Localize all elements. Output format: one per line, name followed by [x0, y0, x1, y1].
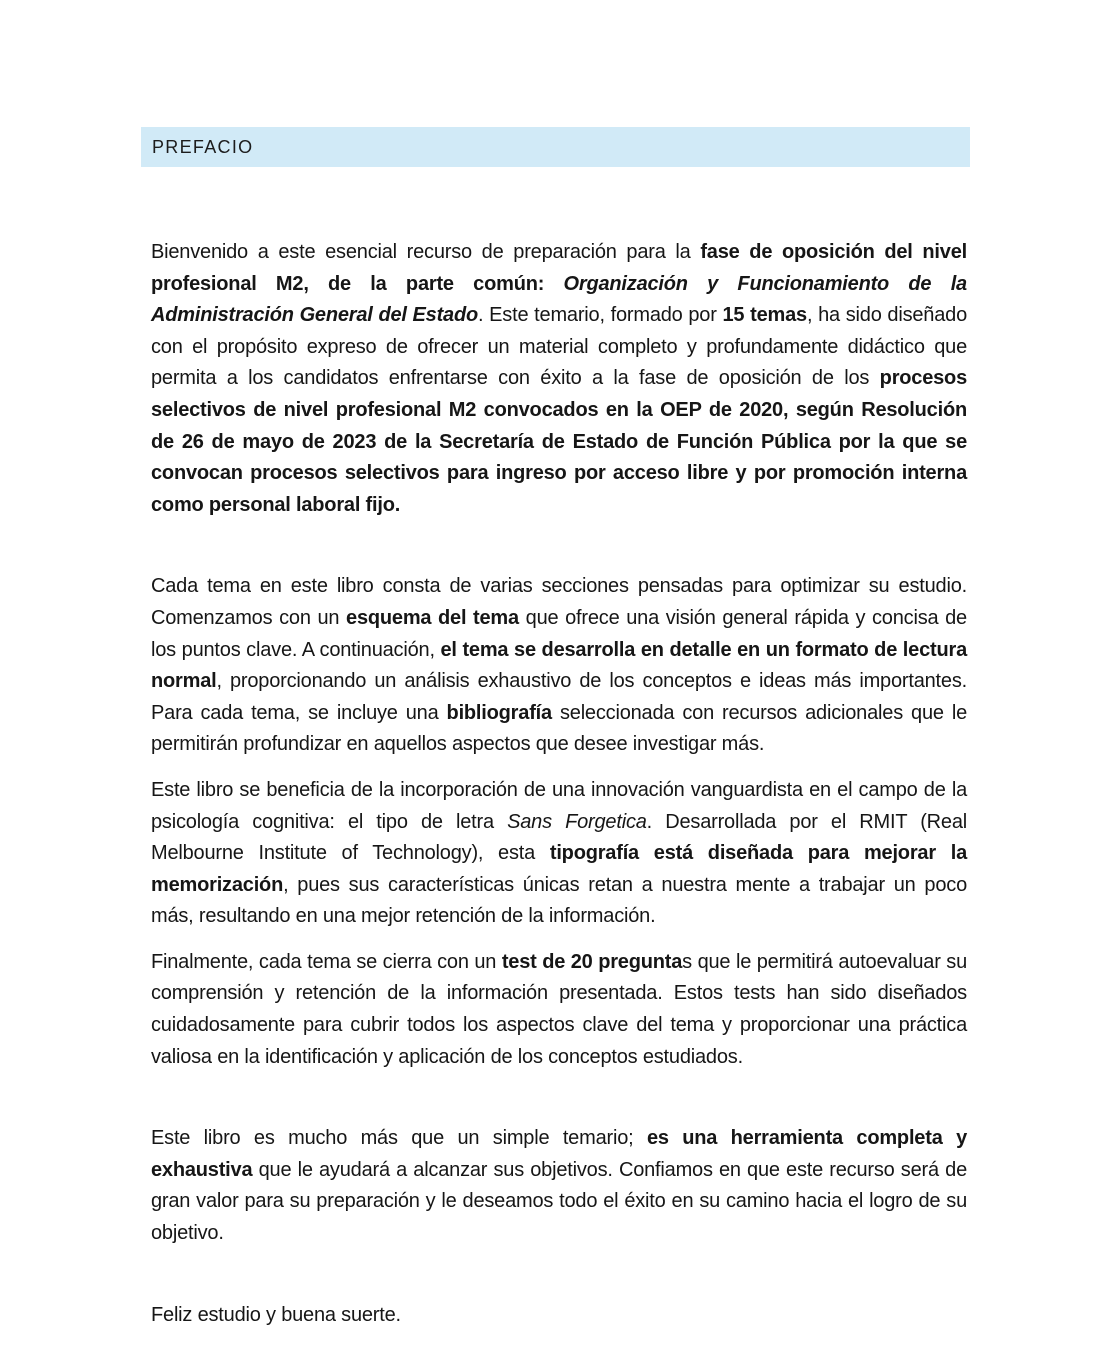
text-run-bold: esquema del tema — [346, 606, 519, 629]
text-run-bold: fase de oposición del nivel profesional M2, de la parte común: — [151, 241, 967, 295]
text-run-regular: Este libro se beneficia de la incorporación de una innovación vanguardista en el campo de la psicología cognitiva: el tipo de letra — [151, 778, 967, 833]
text-run-bold: es una herramienta completa y exhaustiva — [151, 1127, 967, 1181]
paragraph-estructura-temas — [151, 571, 967, 761]
section-title: PREFACIO — [152, 136, 254, 157]
text-run-regular: que le ayudará a alcanzar sus objetivos. Confiamos en que este recurso será de gran valor para su preparación y le deseamos todo el éxito en su camino hacia el logro de su objetivo. — [151, 1158, 967, 1245]
text-run-regular: que ofrece una visión general rápida y concisa de los puntos clave. A continuación, — [151, 606, 967, 661]
paragraph-intro — [151, 237, 967, 521]
text-run-regular: , proporcionando un análisis exhaustivo de los conceptos e ideas más importantes. Para cada tema, se incluye una — [151, 670, 967, 724]
paragraph-tipografia — [151, 775, 967, 933]
text-run-regular: s que le permitirá autoevaluar su comprensión y retención de la información presentada. Estos tests han sido diseñados cuidadosamente para cubrir todos los aspectos clave del tema y proporcionar una práctica valiosa en la identificación y aplicación de los conceptos estudiados. — [151, 950, 967, 1068]
section-header — [141, 127, 970, 167]
text-run-regular: , pues sus características únicas retan a nuestra mente a trabajar un poco más, resultando en una mejor retención de la información. — [151, 873, 967, 928]
text-run-regular: Feliz estudio y buena suerte. — [151, 1303, 401, 1326]
text-run-bold: bibliografía — [446, 701, 552, 724]
text-run-regular: . Este temario, formado por — [478, 304, 723, 327]
text-run-bold: tipografía está diseñada para mejorar la memorización — [151, 842, 967, 896]
text-run-bold: el tema se desarrolla en detalle en un formato de lectura normal — [151, 638, 967, 693]
document-body — [141, 237, 970, 1331]
paragraph-cierre — [151, 1123, 967, 1249]
text-run-bold-italic: Organización y Funcionamiento de la Administración General del Estado — [151, 272, 967, 327]
text-run-italic: Sans Forgetica — [507, 810, 647, 833]
text-run-bold: 15 temas — [722, 304, 807, 327]
text-run-regular: seleccionada con recursos adicionales que le permitirán profundizar en aquellos aspectos que desee investigar más. — [151, 701, 967, 756]
paragraph-tests — [151, 947, 967, 1073]
text-run-regular: Finalmente, cada tema se cierra con un — [151, 950, 502, 973]
text-run-regular: Cada tema en este libro consta de varias secciones pensadas para optimizar su estudio. Comenzamos con un — [151, 575, 967, 629]
text-run-bold: test de 20 pregunta — [501, 950, 683, 973]
text-run-regular: Bienvenido a este esencial recurso de preparación para la — [151, 241, 701, 263]
paragraph-despedida — [151, 1300, 967, 1332]
text-run-regular: Este libro es mucho más que un simple temario; — [151, 1127, 647, 1150]
text-run-bold: procesos selectivos de nivel profesional M2 convocados en la OEP de 2020, según Resolución de 26 de mayo de 2023 de la Secretaría de Estado de Función Pública por la que se convocan procesos selectivos para ingreso por acceso libre y por promoción interna como personal laboral fijo. — [151, 367, 967, 516]
text-run-regular: . Desarrollada por el RMIT (Real Melbourne Institute of Technology), esta — [151, 810, 967, 865]
text-run-regular: , ha sido diseñado con el propósito expreso de ofrecer un material completo y profundamente didáctico que permita a los candidatos enfrentarse con éxito a la fase de oposición de los — [151, 304, 967, 390]
